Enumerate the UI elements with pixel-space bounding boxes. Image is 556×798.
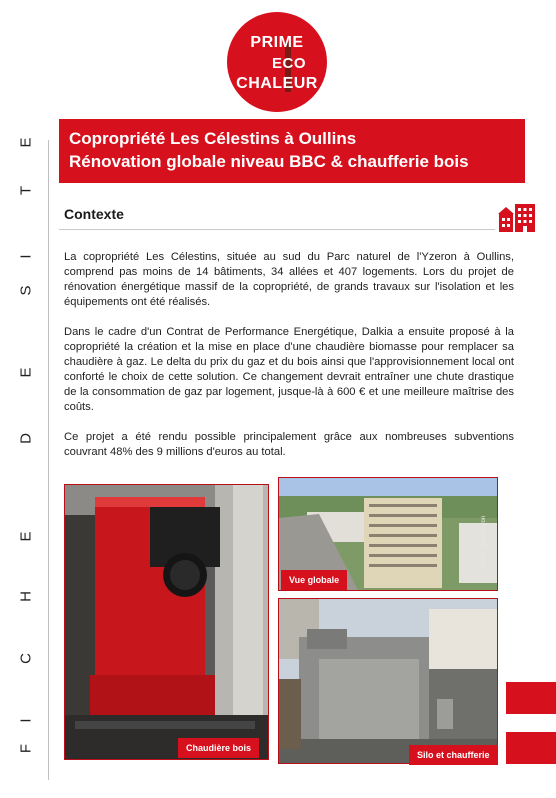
paragraph: La copropriété Les Célestins, située au sud du Parc naturel de l'Yzeron à Oullins, comprend pas moins de 14 bâtiments, 34 allées et 407 logements. Lors du projet de rénovation énergétique massif de la copropriété, de grands travaux sur l'isolation et les équipements ont été réalisés.	[64, 251, 514, 308]
vertical-letter: F	[17, 743, 35, 754]
photo-chaudiere-bois	[64, 484, 269, 760]
logo-line-2: ECO	[271, 55, 306, 72]
vertical-letter: D	[17, 433, 35, 444]
title-banner	[59, 119, 525, 183]
building-icon	[497, 200, 537, 232]
vertical-letter: E	[17, 531, 35, 542]
context-text	[64, 250, 514, 475]
boiler-illustration	[65, 485, 269, 760]
vertical-divider	[48, 140, 49, 780]
decorative-red-block	[506, 732, 556, 764]
silo-illustration	[279, 599, 498, 764]
vertical-letter: E	[17, 367, 35, 378]
vertical-letter: I	[17, 718, 35, 723]
vertical-letter: I	[17, 254, 35, 259]
vertical-letter: E	[17, 137, 35, 148]
title-line-1: Copropriété Les Célestins à Oullins	[69, 129, 357, 148]
caption-vue-globale: Vue globale	[281, 570, 347, 590]
section-heading: Contexte	[64, 206, 124, 222]
caption-silo-chaufferie: Silo et chaufferie	[409, 745, 498, 765]
photo-silo-chaufferie	[278, 598, 498, 764]
paragraph: Ce projet a été rendu possible principalement grâce aux nombreuses subventions couvrant 48% des 9 millions d'euros au total.	[64, 431, 514, 458]
vertical-letter: T	[17, 185, 35, 196]
photo-credit: Crédit : Grand Lyon	[481, 515, 487, 568]
prime-eco-chaleur-logo	[227, 12, 327, 112]
vertical-letter: S	[17, 285, 35, 296]
vertical-letter: H	[17, 591, 35, 602]
vertical-letter: C	[17, 653, 35, 664]
paragraph: Dans le cadre d'un Contrat de Performance Energétique, Dalkia a ensuite proposé à la copropriété la création et la mise en place d'une chaudière biomasse pour remplacer sa chaudière à gaz. Le delta du prix du gaz et du bois ainsi que l'approvisionnement local ont conforté le choix de cette solution. Ce changement devrait entraîner une chute drastique de la consommation de gaz par logement, jusque-là à 600 € et une meilleure maîtrise des coûts.	[64, 326, 514, 413]
decorative-red-block	[506, 682, 556, 714]
title-line-2: Rénovation globale niveau BBC & chaufferie bois	[69, 152, 469, 171]
logo-line-1: PRIME	[250, 34, 304, 51]
caption-chaudiere-bois: Chaudière bois	[178, 738, 259, 758]
section-divider	[59, 229, 495, 230]
vertical-fiche-de-site	[12, 132, 40, 772]
logo-line-3: CHALEUR	[236, 75, 318, 92]
